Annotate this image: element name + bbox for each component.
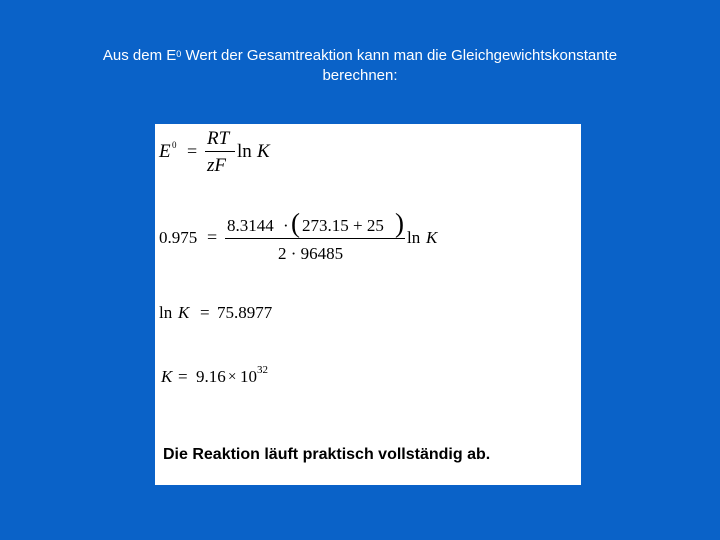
eq1-numerator: RT bbox=[207, 128, 230, 149]
title-line-2: berechnen: bbox=[322, 67, 398, 84]
eq4-exponent: 32 bbox=[257, 364, 268, 376]
equation-panel bbox=[155, 124, 581, 485]
eq1-fraction-bar bbox=[205, 151, 235, 152]
conclusion-caption: Die Reaktion läuft praktisch vollständig ab. bbox=[163, 446, 491, 463]
eq2-dot: · bbox=[283, 216, 289, 235]
eq2-equals: = bbox=[207, 227, 218, 247]
title-text-b: Wert der Gesamtreaktion kann man die Gleichgewichtskonstante bbox=[181, 47, 618, 64]
eq1-denominator: zF bbox=[207, 155, 226, 176]
eq2-close-paren: ) bbox=[395, 208, 404, 238]
eq3-ln: ln bbox=[159, 303, 173, 322]
eq1-ln: ln bbox=[237, 141, 252, 162]
eq2-ln: ln bbox=[407, 228, 421, 247]
eq1-lhs-sup: 0 bbox=[172, 140, 177, 150]
eq1-var: K bbox=[257, 141, 270, 162]
eq2-num-b: 273.15 + 25 bbox=[302, 216, 384, 235]
eq1-equals: = bbox=[187, 141, 198, 161]
title-superscript: 0 bbox=[176, 49, 182, 59]
eq3-var: K bbox=[178, 303, 190, 322]
title-line-1 bbox=[40, 46, 680, 66]
slide-title bbox=[40, 46, 680, 86]
eq2-denominator: 2 · 96485 bbox=[278, 244, 344, 263]
eq4-mantissa: 9.16 bbox=[196, 367, 226, 386]
eq4-times: × bbox=[228, 369, 237, 385]
eq3-equals: = bbox=[200, 303, 210, 322]
eq2-open-paren: ( bbox=[291, 208, 300, 238]
eq2-fraction-bar bbox=[225, 238, 405, 239]
eq1-lhs: E bbox=[159, 141, 171, 162]
eq2-var: K bbox=[426, 228, 438, 247]
eq2-num-a: 8.3144 bbox=[227, 216, 274, 235]
eq3-value: 75.8977 bbox=[217, 303, 273, 322]
title-text-a: Aus dem E bbox=[102, 47, 177, 64]
eq4-base: 10 bbox=[240, 367, 257, 386]
eq2-lhs: 0.975 bbox=[159, 228, 198, 247]
eq4-equals: = bbox=[178, 367, 188, 386]
eq4-var: K bbox=[161, 367, 173, 386]
